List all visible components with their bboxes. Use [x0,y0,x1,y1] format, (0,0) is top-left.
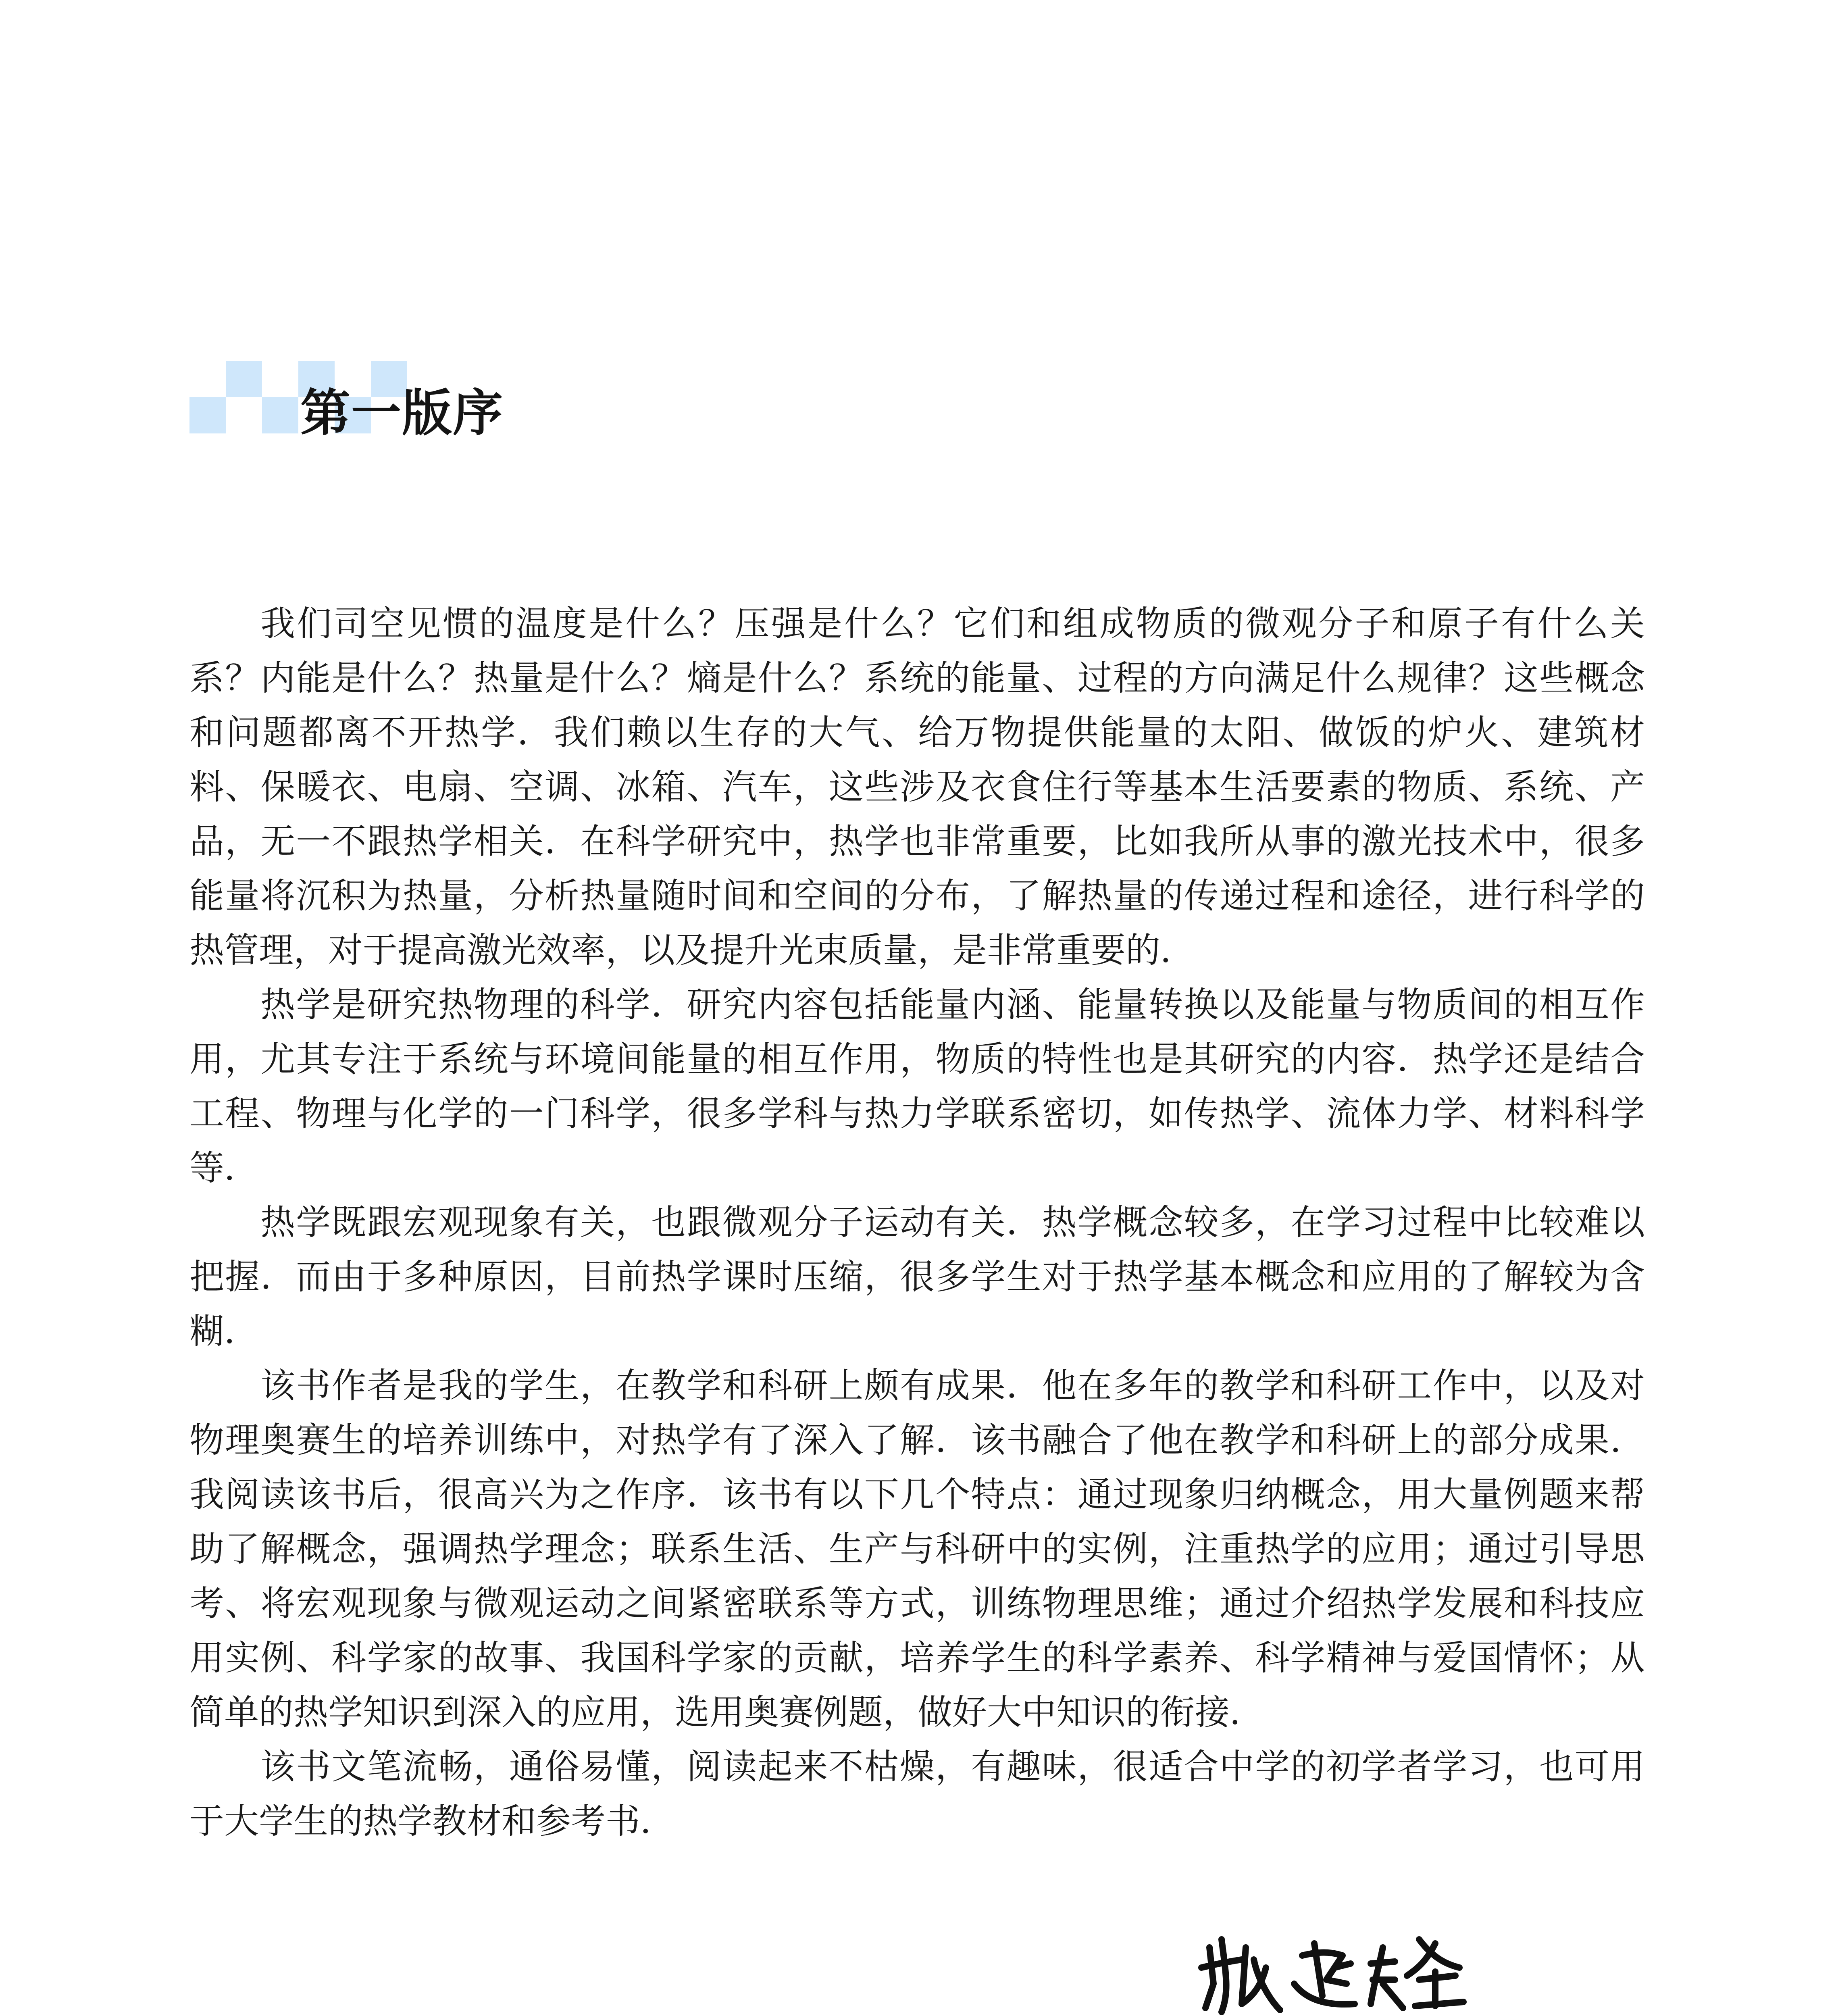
decor-square [189,397,226,433]
paragraph-2: 热学是研究热物理的科学．研究内容包括能量内涵、能量转换以及能量与物质间的相互作用，尤其专注于系统与环境间能量的相互作用，物质的特性也是其研究的内容．热学还是结合工程、物理与化学的一门科学，很多学科与热力学联系密切，如传热学、流体力学、材料科学等． [189,985,1645,1188]
paragraph-5: 该书文笔流畅，通俗易懂，阅读起来不枯燥，有趣味，很适合中学的初学者学习，也可用于大学生的热学教材和参考书． [189,1747,1645,1841]
paragraph-3: 热学既跟宏观现象有关，也跟微观分子运动有关．热学概念较多，在学习过程中比较难以把握．而由于多种原因，目前热学课时压缩，很多学生对于热学基本概念和应用的了解较为含糊． [189,1202,1645,1352]
paragraph-1: 我们司空见惯的温度是什么？压强是什么？它们和组成物质的微观分子和原子有什么关系？内能是什么？热量是什么？熵是什么？系统的能量、过程的方向满足什么规律？这些概念和问题都离不开热学．我们赖以生存的大气、给万物提供能量的太阳、做饭的炉火、建筑材料、保暖衣、电扇、空调、冰箱、汽车，这些涉及衣食住行等基本生活要素的物质、系统、产品，无一不跟热学相关．在科学研究中，热学也非常重要，比如我所从事的激光技术中，很多能量将沉积为热量，分析热量随时间和空间的分布，了解热量的传递过程和途径，进行科学的热管理，对于提高激光效率，以及提升光束质量，是非常重要的． [189,604,1645,971]
page-title: 第一版序 [300,384,504,442]
preface-body [189,597,1645,1849]
decor-square [226,361,262,397]
decor-square [262,397,298,433]
handwritten-signature [1193,1923,1492,2016]
paragraph-4: 该书作者是我的学生，在教学和科研上颇有成果．他在多年的教学和科研工作中，以及对物理奥赛生的培养训练中，对热学有了深入了解．该书融合了他在教学和科研上的部分成果．我阅读该书后，很高兴为之作序．该书有以下几个特点：通过现象归纳概念，用大量例题来帮助了解概念，强调热学理念；联系生活、生产与科研中的实例，注重热学的应用；通过引导思考、将宏观现象与微观运动之间紧密联系等方式，训练物理思维；通过介绍热学发展和科技应用实例、科学家的故事、我国科学家的贡献，培养学生的科学素养、科学精神与爱国情怀；从简单的热学知识到深入的应用，选用奥赛例题，做好大中知识的衔接． [189,1366,1645,1733]
